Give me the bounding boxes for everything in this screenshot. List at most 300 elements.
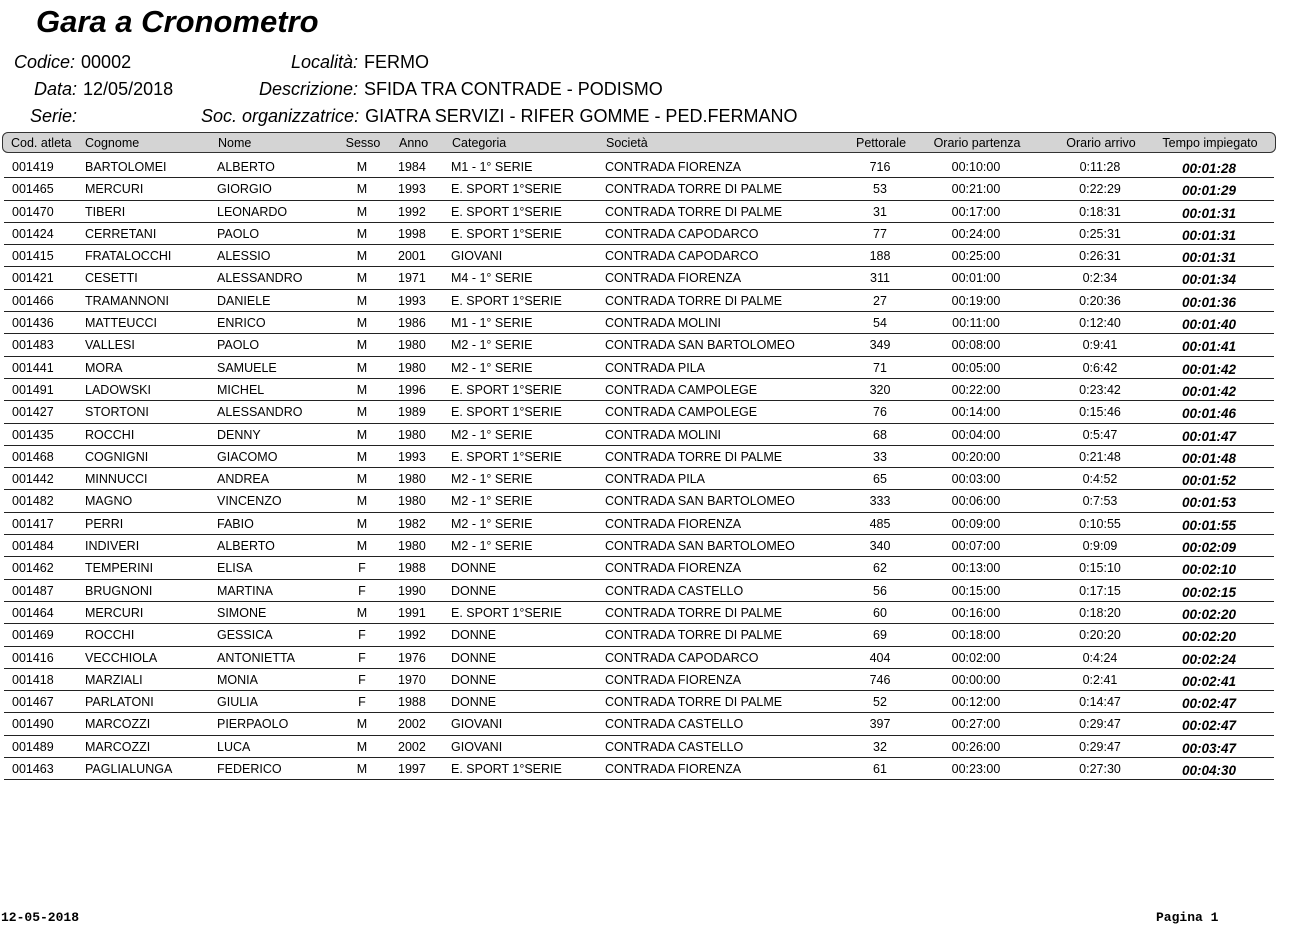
cell-category: GIOVANI	[451, 739, 503, 754]
cell-arrival: 0:6:42	[1082, 360, 1118, 375]
cell-start: 00:17:00	[951, 204, 1001, 219]
cell-society: CONTRADA CAPODARCO	[605, 249, 759, 264]
cell-name: ALESSANDRO	[217, 271, 303, 286]
cell-name: ELISA	[217, 561, 253, 576]
cell-time: 00:01:31	[1181, 250, 1237, 266]
cell-society: CONTRADA PILA	[605, 472, 706, 487]
cell-time: 00:01:42	[1181, 383, 1237, 399]
cell-sex: F	[358, 583, 366, 598]
meta-codice	[14, 52, 131, 73]
cell-category: M4 - 1° SERIE	[451, 271, 533, 286]
cell-time: 00:02:10	[1181, 562, 1237, 578]
table-row	[4, 713, 1274, 735]
cell-year: 1988	[398, 561, 426, 576]
cell-category: DONNE	[451, 672, 497, 687]
cell-sex: M	[356, 360, 368, 375]
cell-year: 1988	[398, 695, 426, 710]
cell-code: 001436	[12, 316, 54, 331]
cell-start: 00:09:00	[951, 516, 1001, 531]
cell-name: GIULIA	[217, 695, 258, 710]
cell-start: 00:22:00	[951, 382, 1001, 397]
cell-code: 001482	[12, 494, 54, 509]
table-row	[4, 424, 1274, 446]
cell-society: CONTRADA FIORENZA	[605, 672, 742, 687]
cell-time: 00:01:34	[1181, 272, 1237, 288]
cell-sex: M	[356, 516, 368, 531]
cell-time: 00:01:47	[1181, 428, 1237, 444]
cell-arrival: 0:12:40	[1079, 316, 1121, 331]
cell-society: CONTRADA FIORENZA	[605, 762, 742, 777]
cell-arrival: 0:15:10	[1079, 561, 1121, 576]
cell-code: 001463	[12, 762, 54, 777]
cell-bib: 61	[873, 762, 887, 777]
cell-time: 00:02:47	[1181, 696, 1237, 712]
cell-name: SIMONE	[217, 605, 267, 620]
cell-arrival: 0:18:20	[1079, 605, 1121, 620]
cell-surname: MORA	[85, 360, 123, 375]
cell-society: CONTRADA TORRE DI PALME	[605, 695, 783, 710]
table-row	[4, 357, 1274, 379]
cell-arrival: 0:20:36	[1079, 293, 1121, 308]
cell-bib: 32	[873, 739, 887, 754]
cell-time: 00:01:55	[1181, 517, 1237, 533]
cell-name: LEONARDO	[217, 204, 288, 219]
cell-year: 1996	[398, 382, 426, 397]
meta-soc	[201, 106, 797, 127]
cell-society: CONTRADA TORRE DI PALME	[605, 204, 783, 219]
cell-arrival: 0:18:31	[1079, 204, 1121, 219]
cell-society: CONTRADA MOLINI	[605, 427, 721, 442]
cell-time: 00:02:41	[1181, 673, 1237, 689]
cell-time: 00:01:53	[1181, 495, 1237, 511]
meta-descrizione	[259, 79, 663, 100]
cell-society: CONTRADA TORRE DI PALME	[605, 293, 783, 308]
cell-year: 1980	[398, 360, 426, 375]
cell-category: M1 - 1° SERIE	[451, 160, 533, 174]
cell-code: 001483	[12, 338, 54, 353]
cell-code: 001491	[12, 382, 54, 397]
cell-start: 00:24:00	[951, 226, 1001, 241]
cell-surname: MATTEUCCI	[85, 316, 157, 331]
cell-category: M2 - 1° SERIE	[451, 472, 533, 487]
codice-value: 00002	[81, 52, 132, 72]
cell-bib: 77	[873, 226, 887, 241]
cell-time: 00:01:28	[1181, 161, 1237, 176]
cell-arrival: 0:14:47	[1079, 695, 1121, 710]
cell-surname: MAGNO	[85, 494, 133, 509]
table-header	[2, 132, 1276, 153]
cell-name: DENNY	[217, 427, 261, 442]
cell-surname: MINNUCCI	[85, 472, 148, 487]
cell-year: 1980	[398, 338, 426, 353]
cell-surname: VECCHIOLA	[85, 650, 158, 665]
cell-start: 00:05:00	[951, 360, 1001, 375]
cell-time: 00:02:47	[1181, 718, 1237, 734]
cell-bib: 746	[869, 672, 891, 687]
cell-surname: BARTOLOMEI	[85, 160, 167, 174]
data-label: Data:	[34, 79, 78, 99]
cell-name: ANTONIETTA	[217, 650, 296, 665]
cell-society: CONTRADA CAMPOLEGE	[605, 405, 758, 420]
cell-time: 00:01:42	[1181, 361, 1237, 377]
cell-sex: M	[356, 739, 368, 754]
cell-year: 1993	[398, 293, 426, 308]
cell-code: 001435	[12, 427, 54, 442]
cell-time: 00:02:24	[1181, 651, 1237, 667]
cell-sex: F	[358, 561, 366, 576]
cell-arrival: 0:27:30	[1079, 762, 1121, 777]
cell-arrival: 0:15:46	[1079, 405, 1121, 420]
cell-bib: 333	[869, 494, 891, 509]
cell-year: 1992	[398, 628, 426, 643]
cell-category: E. SPORT 1°SERIE	[451, 204, 562, 219]
cell-surname: MARZIALI	[85, 672, 143, 687]
cell-year: 2002	[398, 717, 426, 732]
cell-surname: PARLATONI	[85, 695, 154, 710]
table-row	[4, 267, 1274, 289]
cell-name: SAMUELE	[217, 360, 277, 375]
header-time: Tempo impiegato	[1162, 136, 1258, 150]
cell-bib: 349	[869, 338, 891, 353]
meta-serie	[30, 106, 83, 127]
cell-name: MARTINA	[217, 583, 274, 598]
footer-page: Pagina 1	[1156, 910, 1219, 925]
cell-start: 00:23:00	[951, 762, 1001, 777]
cell-arrival: 0:7:53	[1082, 494, 1118, 509]
cell-name: VINCENZO	[217, 494, 282, 509]
cell-code: 001468	[12, 449, 54, 464]
cell-category: GIOVANI	[451, 717, 503, 732]
cell-start: 00:18:00	[951, 628, 1001, 643]
header-surname: Cognome	[85, 136, 140, 150]
cell-arrival: 0:17:15	[1079, 583, 1121, 598]
cell-bib: 53	[873, 182, 887, 197]
cell-year: 1970	[398, 672, 426, 687]
table-row	[4, 312, 1274, 334]
cell-year: 1980	[398, 427, 426, 442]
cell-arrival: 0:23:42	[1079, 382, 1121, 397]
cell-arrival: 0:22:29	[1079, 182, 1121, 197]
cell-bib: 485	[869, 516, 891, 531]
cell-start: 00:06:00	[951, 494, 1001, 509]
cell-start: 00:00:00	[951, 672, 1001, 687]
header-start: Orario partenza	[933, 136, 1021, 150]
cell-category: M2 - 1° SERIE	[451, 539, 533, 554]
cell-arrival: 0:9:41	[1082, 338, 1118, 353]
cell-year: 1991	[398, 605, 426, 620]
cell-year: 1997	[398, 762, 426, 777]
page-title: Gara a Cronometro	[36, 4, 319, 39]
cell-start: 00:03:00	[951, 472, 1001, 487]
cell-sex: M	[356, 427, 368, 442]
cell-year: 1984	[398, 160, 426, 174]
cell-category: M2 - 1° SERIE	[451, 516, 533, 531]
cell-arrival: 0:21:48	[1079, 449, 1121, 464]
soc-label: Soc. organizzatrice:	[201, 106, 360, 126]
cell-name: FABIO	[217, 516, 254, 531]
cell-arrival: 0:2:41	[1082, 672, 1118, 687]
cell-code: 001441	[12, 360, 54, 375]
cell-bib: 71	[873, 360, 887, 375]
cell-year: 1986	[398, 316, 426, 331]
results-table	[4, 156, 1274, 780]
cell-code: 001467	[12, 695, 54, 710]
cell-code: 001470	[12, 204, 54, 219]
cell-sex: F	[358, 695, 366, 710]
cell-bib: 69	[873, 628, 887, 643]
cell-year: 1998	[398, 226, 426, 241]
cell-sex: M	[356, 182, 368, 197]
cell-category: M2 - 1° SERIE	[451, 427, 533, 442]
cell-start: 00:27:00	[951, 717, 1001, 732]
localita-value: FERMO	[364, 52, 430, 72]
cell-code: 001469	[12, 628, 54, 643]
cell-bib: 311	[870, 271, 890, 286]
cell-start: 00:21:00	[951, 182, 1001, 197]
table-row	[4, 535, 1274, 557]
cell-surname: MERCURI	[85, 605, 144, 620]
table-row	[4, 647, 1274, 669]
cell-arrival: 0:10:55	[1079, 516, 1121, 531]
cell-surname: ROCCHI	[85, 628, 135, 643]
cell-code: 001484	[12, 539, 54, 554]
cell-sex: F	[358, 672, 366, 687]
cell-start: 00:15:00	[951, 583, 1001, 598]
cell-start: 00:11:00	[952, 316, 1000, 331]
cell-year: 1990	[398, 583, 426, 598]
cell-time: 00:01:29	[1181, 183, 1237, 199]
cell-category: GIOVANI	[451, 249, 503, 264]
cell-year: 2001	[398, 249, 426, 264]
meta-data	[34, 79, 173, 100]
header-year: Anno	[399, 136, 429, 150]
table-row	[4, 691, 1274, 713]
cell-start: 00:20:00	[951, 449, 1001, 464]
cell-code: 001416	[12, 650, 54, 665]
cell-code: 001418	[12, 672, 54, 687]
cell-bib: 62	[873, 561, 887, 576]
cell-category: E. SPORT 1°SERIE	[451, 226, 562, 241]
cell-surname: TIBERI	[85, 204, 126, 219]
cell-time: 00:01:36	[1181, 294, 1237, 310]
cell-society: CONTRADA SAN BARTOLOMEO	[605, 338, 795, 353]
cell-surname: MERCURI	[85, 182, 144, 197]
cell-start: 00:19:00	[951, 293, 1001, 308]
cell-category: DONNE	[451, 650, 497, 665]
header-sex: Sesso	[345, 136, 381, 150]
cell-name: PAOLO	[217, 226, 260, 241]
header-name: Nome	[218, 136, 252, 150]
cell-name: ALBERTO	[217, 160, 275, 174]
table-row	[4, 468, 1274, 490]
cell-category: E. SPORT 1°SERIE	[451, 449, 562, 464]
cell-society: CONTRADA TORRE DI PALME	[605, 449, 783, 464]
meta-localita	[291, 52, 429, 73]
table-row	[4, 490, 1274, 512]
table-row	[4, 513, 1274, 535]
cell-year: 1976	[398, 650, 426, 665]
cell-society: CONTRADA TORRE DI PALME	[605, 182, 783, 197]
cell-category: M2 - 1° SERIE	[451, 360, 533, 375]
cell-arrival: 0:29:47	[1079, 739, 1121, 754]
cell-time: 00:01:48	[1181, 450, 1237, 466]
cell-society: CONTRADA CASTELLO	[605, 739, 744, 754]
table-row	[4, 245, 1274, 267]
cell-category: DONNE	[451, 561, 497, 576]
cell-surname: CERRETANI	[85, 226, 157, 241]
footer-date: 12-05-2018	[1, 910, 80, 925]
cell-bib: 65	[873, 472, 887, 487]
cell-surname: VALLESI	[85, 338, 135, 353]
cell-sex: M	[356, 405, 368, 420]
table-row	[4, 334, 1274, 356]
cell-year: 1982	[398, 516, 426, 531]
cell-arrival: 0:20:20	[1079, 628, 1121, 643]
cell-society: CONTRADA FIORENZA	[605, 271, 742, 286]
cell-name: MONIA	[217, 672, 258, 687]
cell-code: 001442	[12, 472, 54, 487]
cell-code: 001490	[12, 717, 54, 732]
cell-name: GIACOMO	[217, 449, 278, 464]
cell-start: 00:08:00	[951, 338, 1001, 353]
cell-society: CONTRADA PILA	[605, 360, 706, 375]
cell-society: CONTRADA CASTELLO	[605, 583, 744, 598]
cell-society: CONTRADA SAN BARTOLOMEO	[605, 539, 795, 554]
cell-bib: 56	[873, 583, 887, 598]
cell-arrival: 0:26:31	[1079, 249, 1121, 264]
cell-time: 00:01:31	[1181, 205, 1237, 221]
cell-sex: M	[356, 160, 368, 174]
cell-code: 001464	[12, 605, 54, 620]
cell-code: 001415	[12, 249, 54, 264]
cell-sex: M	[356, 271, 368, 286]
cell-start: 00:26:00	[951, 739, 1001, 754]
table-row	[4, 223, 1274, 245]
cell-time: 00:02:20	[1181, 606, 1237, 622]
cell-name: PIERPAOLO	[217, 717, 289, 732]
cell-start: 00:01:00	[951, 271, 1001, 286]
cell-bib: 76	[873, 405, 887, 420]
cell-year: 1980	[398, 539, 426, 554]
cell-time: 00:02:20	[1181, 629, 1237, 645]
cell-society: CONTRADA SAN BARTOLOMEO	[605, 494, 795, 509]
cell-bib: 54	[873, 316, 887, 331]
cell-code: 001489	[12, 739, 54, 754]
cell-sex: F	[358, 650, 366, 665]
cell-year: 1993	[398, 449, 426, 464]
cell-surname: STORTONI	[85, 405, 149, 420]
cell-category: E. SPORT 1°SERIE	[451, 762, 562, 777]
cell-code: 001465	[12, 182, 54, 197]
cell-start: 00:07:00	[951, 539, 1001, 554]
table-row	[4, 580, 1274, 602]
table-row	[4, 156, 1274, 178]
data-value: 12/05/2018	[83, 79, 174, 99]
cell-bib: 716	[869, 160, 891, 174]
cell-arrival: 0:25:31	[1079, 226, 1121, 241]
cell-sex: M	[356, 449, 368, 464]
cell-surname: TRAMANNONI	[85, 293, 170, 308]
cell-name: LUCA	[217, 739, 251, 754]
cell-year: 1993	[398, 182, 426, 197]
cell-bib: 60	[873, 605, 887, 620]
cell-start: 00:02:00	[951, 650, 1001, 665]
cell-surname: PAGLIALUNGA	[85, 762, 173, 777]
table-row	[4, 602, 1274, 624]
cell-sex: M	[356, 494, 368, 509]
cell-time: 00:01:46	[1181, 406, 1237, 422]
cell-sex: M	[356, 249, 368, 264]
cell-society: CONTRADA TORRE DI PALME	[605, 605, 783, 620]
cell-surname: CESETTI	[85, 271, 138, 286]
cell-sex: M	[356, 382, 368, 397]
cell-code: 001462	[12, 561, 54, 576]
header-code: Cod. atleta	[11, 136, 72, 150]
cell-society: CONTRADA CAMPOLEGE	[605, 382, 758, 397]
cell-bib: 188	[869, 249, 891, 264]
cell-category: E. SPORT 1°SERIE	[451, 605, 562, 620]
cell-start: 00:10:00	[951, 160, 1001, 174]
cell-name: MICHEL	[217, 382, 265, 397]
cell-category: M1 - 1° SERIE	[451, 316, 533, 331]
cell-category: DONNE	[451, 583, 497, 598]
cell-surname: LADOWSKI	[85, 382, 151, 397]
cell-year: 1971	[398, 271, 426, 286]
cell-sex: M	[356, 472, 368, 487]
cell-time: 00:01:40	[1181, 317, 1237, 333]
cell-code: 001466	[12, 293, 54, 308]
cell-time: 00:04:30	[1181, 763, 1237, 779]
cell-category: E. SPORT 1°SERIE	[451, 293, 562, 308]
cell-year: 1980	[398, 472, 426, 487]
header-bib: Pettorale	[855, 136, 907, 150]
cell-bib: 404	[869, 650, 891, 665]
table-row	[4, 736, 1274, 758]
cell-society: CONTRADA TORRE DI PALME	[605, 628, 783, 643]
table-row	[4, 178, 1274, 200]
cell-arrival: 0:5:47	[1082, 427, 1118, 442]
cell-category: E. SPORT 1°SERIE	[451, 382, 562, 397]
cell-surname: PERRI	[85, 516, 124, 531]
cell-code: 001424	[12, 226, 54, 241]
table-row	[4, 379, 1274, 401]
cell-surname: BRUGNONI	[85, 583, 153, 598]
cell-society: CONTRADA FIORENZA	[605, 160, 742, 174]
cell-category: E. SPORT 1°SERIE	[451, 405, 562, 420]
cell-name: GESSICA	[217, 628, 273, 643]
cell-arrival: 0:4:52	[1082, 472, 1118, 487]
cell-arrival: 0:29:47	[1079, 717, 1121, 732]
table-row	[4, 401, 1274, 423]
cell-name: GIORGIO	[217, 182, 272, 197]
cell-sex: F	[358, 628, 366, 643]
cell-start: 00:16:00	[951, 605, 1001, 620]
cell-society: CONTRADA FIORENZA	[605, 561, 742, 576]
cell-year: 1980	[398, 494, 426, 509]
cell-code: 001417	[12, 516, 54, 531]
cell-surname: INDIVERI	[85, 539, 140, 554]
cell-sex: M	[356, 338, 368, 353]
cell-time: 00:01:52	[1181, 473, 1237, 489]
header-category: Categoria	[452, 136, 507, 150]
table-row	[4, 201, 1274, 223]
cell-name: ANDREA	[217, 472, 270, 487]
cell-code: 001421	[12, 271, 54, 286]
cell-name: DANIELE	[217, 293, 271, 308]
cell-surname: TEMPERINI	[85, 561, 154, 576]
cell-name: FEDERICO	[217, 762, 282, 777]
cell-code: 001419	[12, 160, 54, 174]
